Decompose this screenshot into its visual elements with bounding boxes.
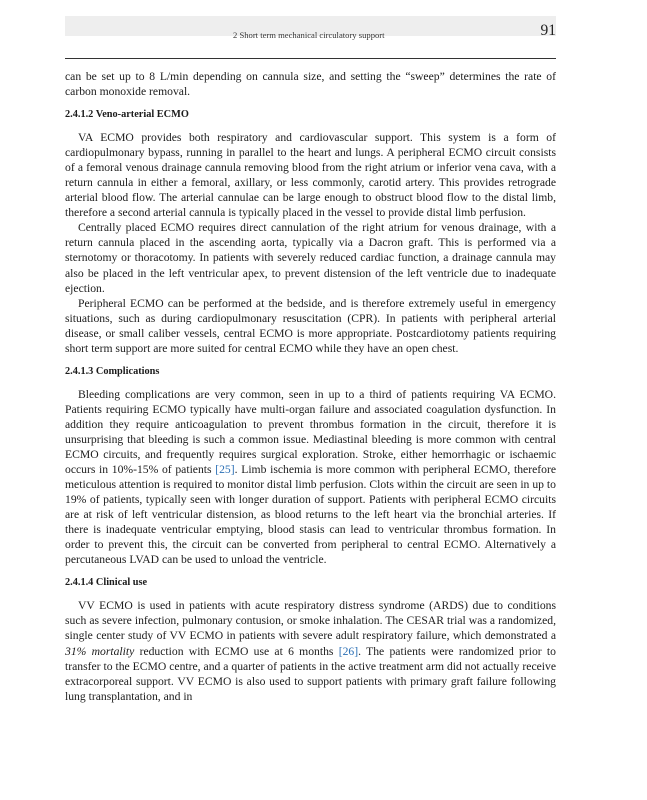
paragraph: VA ECMO provides both respiratory and cardiovascular support. This system is a form of cardiopulmonary bypass, running in parallel to the heart and lungs. A peripheral ECMO circuit consists of a femoral venous drainage cannula removing blood from the right atrium or inferior vena cava, with a return cannula in either a femoral, axillary, or less commonly, carotid artery. This provides retrograde arterial blood flow. The arterial cannulae can be large enough to obstruct blood flow to the distal limb, therefore a second arterial cannula is typically placed in the vessel to provide distal limb perfusion. [65, 131, 556, 220]
text-run: VV ECMO is used in patients with acute respiratory distress syndrome (ARDS) due to conditions such as severe infection, pulmonary contusion, or smoke inhalation. The CESAR trial was a randomized, single center study of VV ECMO in patients with severe adult respiratory failure, which demonstrated a [65, 599, 556, 643]
paragraph: Centrally placed ECMO requires direct cannulation of the right atrium for venous drainage, with a return cannula placed in the ascending aorta, typically via a Dacron graft. This is performed via a sternotomy or thoracotomy. In patients with severely reduced cardiac function, a drainage cannula may also be placed in the left ventricular apex, to prevent distension of the left ventricle due to inadequate ejection. [65, 221, 556, 295]
header-rule [65, 58, 556, 59]
paragraph [65, 598, 556, 703]
italic-text: 31% mortality [65, 644, 135, 658]
intro-paragraph: can be set up to 8 L/min depending on cannula size, and setting the “sweep” determines the rate of carbon monoxide removal. [65, 70, 556, 99]
running-head [65, 22, 556, 44]
paragraph: Peripheral ECMO can be performed at the bedside, and is therefore extremely useful in emergency situations, such as during cardiopulmonary resuscitation (CPR). In patients with peripheral arterial disease, or small caliber vessels, central ECMO is more appropriate. Postcardiotomy patients requiring short term support are more suited for central ECMO while they have an open chest. [65, 296, 556, 355]
text-run: . Limb ischemia is more common with peripheral ECMO, therefore meticulous attention is required to monitor distal limb perfusion. Clots within the circuit are seen in up to 19% of patients, typically seen with longer duration of support. Patients with peripheral ECMO circuits are at risk of left ventricular distension, as blood returns to the left heart via the bronchial arteries. If there is inadequate ventricular emptying, blood stasis can lead to ventricular thrombus formation. In order to prevent this, the circuit can be converted from peripheral to central ECMO. Alternatively a percutaneous LVAD can be used to unload the ventricle. [65, 463, 556, 567]
citation-link[interactable]: [26] [338, 644, 359, 658]
section-heading-clinical-use: 2.4.1.4 Clinical use [65, 577, 148, 589]
text-run: Bleeding complications are very common, seen in up to a third of patients requiring VA ECMO. Patients requiring ECMO typically have multi-organ failure and associated coagulation dysfunction. In addition they require anticoagulation to prevent thrombus formation in the circuit, therefore it is unsurprising that bleeding is such a common issue. Mediastinal bleeding is more common with central ECMO circuits, and frequently requires surgical exploration. Stroke, either hemorrhagic or ischaemic occurs in 10%-15% of patients [65, 387, 556, 477]
paragraph [65, 387, 556, 568]
section-heading-va-ecmo: 2.4.1.2 Veno-arterial ECMO [65, 109, 189, 121]
page-body [65, 69, 556, 704]
page-number: 91 [540, 22, 556, 39]
text-run: reduction with ECMO use at 6 months [134, 644, 339, 658]
chapter-title: 2 Short term mechanical circulatory support [233, 30, 385, 40]
book-page [65, 0, 556, 704]
text-run: . The patients were randomized prior to transfer to the ECMO centre, and a quarter of patients in the active treatment arm did not actually receive extracorporeal support. VV ECMO is also used to support patients with primary graft failure following lung transplantation, and in [65, 644, 556, 703]
section-heading-complications: 2.4.1.3 Complications [65, 365, 160, 377]
citation-link[interactable]: [25] [215, 463, 235, 477]
